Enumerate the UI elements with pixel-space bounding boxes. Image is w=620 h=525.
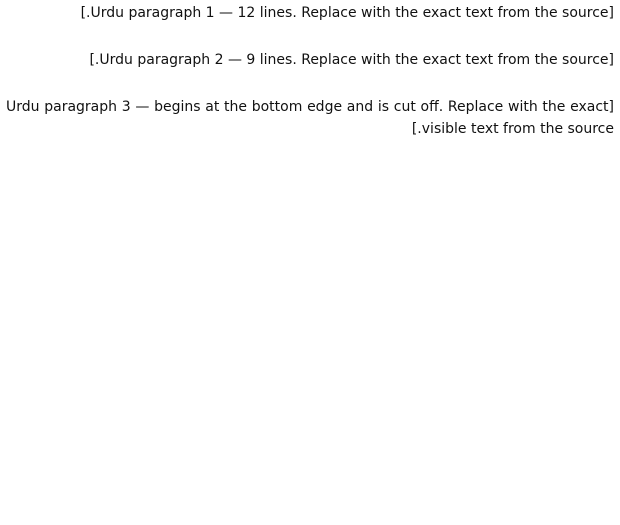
paragraph-1: [Urdu paragraph 1 — 12 lines. Replace with the exact text from the source.]: [80, 5, 614, 21]
paragraph-3: [Urdu paragraph 3 — begins at the bottom edge and is cut off. Replace with the exact visible text from the source.]: [6, 98, 614, 138]
document-body: [6, 0, 614, 525]
paragraph-2: [Urdu paragraph 2 — 9 lines. Replace with the exact text from the source.]: [89, 51, 614, 68]
